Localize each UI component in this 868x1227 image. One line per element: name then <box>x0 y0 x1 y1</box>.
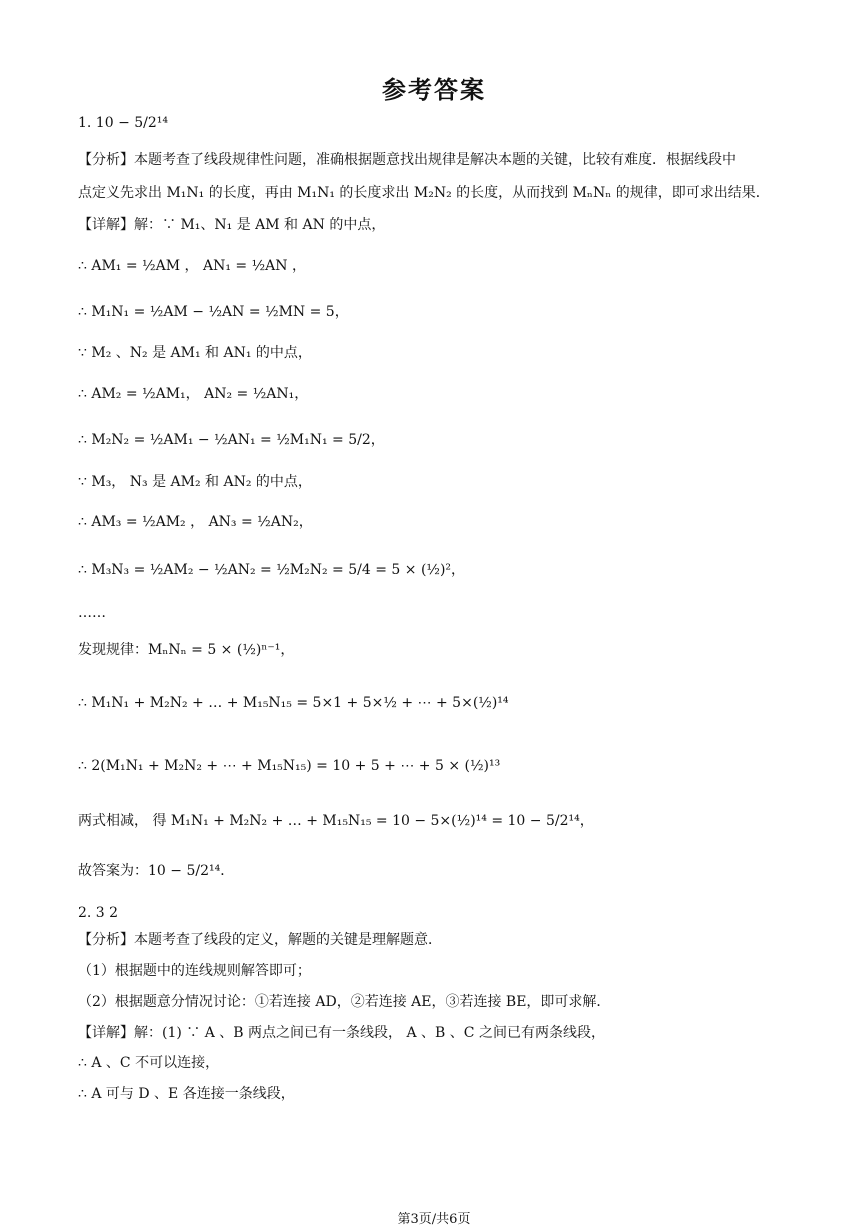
detail-2-line-1: 【详解】解：(1) ∵ A 、B 两点之间已有一条线段， A 、B 、C 之间已有两条线段， <box>78 1025 605 1041</box>
detail-ellipsis: …… <box>78 605 106 621</box>
detail-line-1: 【详解】解：∵ M₁、N₁ 是 AM 和 AN 的中点， <box>78 217 386 233</box>
pattern-line: 发现规律：MₙNₙ = 5 × (½)ⁿ⁻¹， <box>78 642 295 658</box>
sum-line-2: ∴ 2(M₁N₁ + M₂N₂ + ⋯ + M₁₅N₁₅) = 10 + 5 + ⋯ + 5 × (½)¹³ <box>78 758 501 774</box>
detail-line-4: ∵ M₂ 、N₂ 是 AM₁ 和 AN₁ 的中点， <box>78 345 312 361</box>
detail-2-line-2: ∴ A 、C 不可以连接， <box>78 1055 220 1071</box>
subtract-line: 两式相减， 得 M₁N₁ + M₂N₂ + … + M₁₅N₁₅ = 10 − 5×(½)¹⁴ = 10 − 5/2¹⁴， <box>78 813 594 829</box>
analysis-2-line-1: 【分析】本题考查了线段的定义，解题的关键是理解题意． <box>78 932 442 948</box>
analysis-line-1: 【分析】本题考查了线段规律性问题，准确根据题意找出规律是解决本题的关键，比较有难度．根据线段中 <box>78 152 736 168</box>
page-footer: 第3页/共6页 <box>397 1212 471 1227</box>
answer-line: 故答案为：10 − 5/2¹⁴． <box>78 863 235 879</box>
detail-line-7: ∵ M₃， N₃ 是 AM₂ 和 AN₂ 的中点， <box>78 474 312 490</box>
detail-line-6: ∴ M₂N₂ = ½AM₁ − ½AN₁ = ½M₁N₁ = 5/2， <box>78 432 385 448</box>
detail-line-9: ∴ M₃N₃ = ½AM₂ − ½AN₂ = ½M₂N₂ = 5/4 = 5 × (½)²， <box>78 562 466 578</box>
analysis-2-line-3: （2）根据题意分情况讨论：①若连接 AD，②若连接 AE，③若连接 BE，即可求解． <box>78 994 611 1010</box>
detail-2-line-3: ∴ A 可与 D 、E 各连接一条线段， <box>78 1086 295 1102</box>
detail-line-5: ∴ AM₂ = ½AM₁， AN₂ = ½AN₁， <box>78 386 309 402</box>
detail-line-3: ∴ M₁N₁ = ½AM − ½AN = ½MN = 5， <box>78 304 349 320</box>
page-title: 参考答案 <box>382 75 486 104</box>
answer-2-heading: 2. 3 2 <box>78 905 119 921</box>
answer-1-heading: 1. 10 − 5/2¹⁴ <box>78 115 169 131</box>
detail-line-8: ∴ AM₃ = ½AM₂ ， AN₃ = ½AN₂， <box>78 514 313 530</box>
sum-line-1: ∴ M₁N₁ + M₂N₂ + … + M₁₅N₁₅ = 5×1 + 5×½ + ⋯ + 5×(½)¹⁴ <box>78 695 509 711</box>
analysis-2-line-2: （1）根据题中的连线规则解答即可； <box>78 963 311 979</box>
detail-line-2: ∴ AM₁ = ½AM ， AN₁ = ½AN ， <box>78 258 306 274</box>
analysis-line-2: 点定义先求出 M₁N₁ 的长度，再由 M₁N₁ 的长度求出 M₂N₂ 的长度，从而找到 MₙNₙ 的规律，即可求出结果． <box>78 185 770 201</box>
